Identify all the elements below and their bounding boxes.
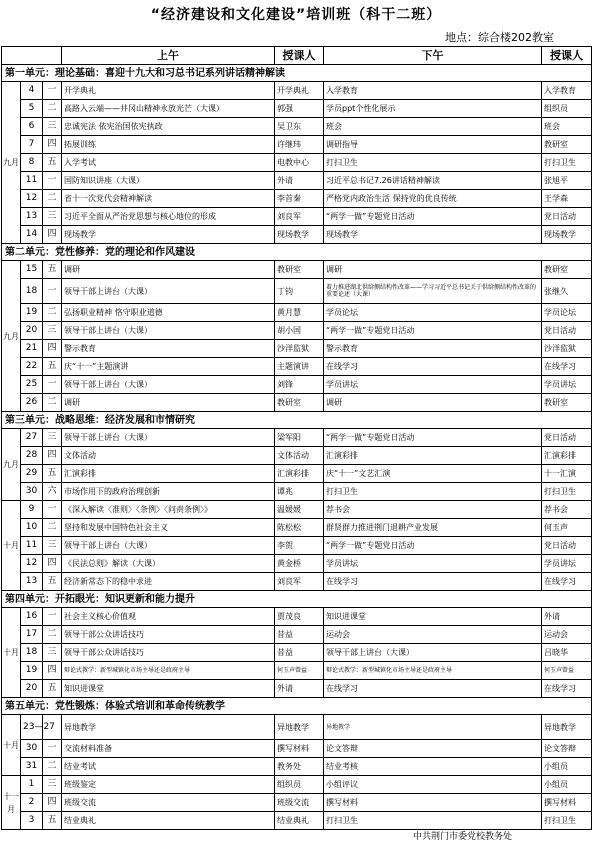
morning-topic: 拓展训练 (62, 136, 275, 154)
table-row (2, 794, 592, 812)
date-cell: 28 (21, 447, 43, 465)
table-row (2, 608, 592, 626)
weekday-cell: 一 (43, 740, 62, 758)
header-blank-cell (2, 47, 62, 65)
table-row (2, 740, 592, 758)
afternoon-lecturer: 撰写材料 (542, 794, 592, 812)
table-row (2, 644, 592, 662)
morning-topic: 结业考试 (62, 758, 275, 776)
morning-topic: 领导干部公众讲话技巧 (62, 644, 275, 662)
afternoon-lecturer: 教研室 (542, 394, 592, 412)
weekday-cell: 五 (43, 154, 62, 172)
morning-topic: 《深入解读〈准则〉〈条例〉〈问责条例〉》 (62, 501, 275, 519)
morning-topic: 领导干部公众讲话技巧 (62, 626, 275, 644)
afternoon-topic: 学员讲坛 (324, 555, 542, 573)
afternoon-topic: 学员讲坛 (324, 376, 542, 394)
weekday-cell: 一 (43, 608, 62, 626)
morning-lecturer: 外请 (275, 680, 324, 698)
table-row (2, 172, 592, 190)
table-row (2, 662, 592, 680)
morning-lecturer: 撰写材料 (275, 740, 324, 758)
afternoon-topic: 班会 (324, 118, 542, 136)
afternoon-topic: 调研 (324, 261, 542, 279)
morning-topic: 异地教学 (62, 715, 275, 740)
afternoon-topic: 庆“十一”文艺汇演 (324, 465, 542, 483)
afternoon-lecturer: 吕晓华 (542, 644, 592, 662)
weekday-cell: 三 (43, 208, 62, 226)
morning-lecturer: 教务处 (275, 758, 324, 776)
afternoon-topic: 入学教育 (324, 82, 542, 100)
morning-lecturer: 开学典礼 (275, 82, 324, 100)
date-cell: 12 (21, 555, 43, 573)
morning-topic: 调研 (62, 394, 275, 412)
date-cell: 5 (21, 100, 43, 118)
morning-topic: 现场教学 (62, 226, 275, 244)
afternoon-lecturer: 打扫卫生 (542, 812, 592, 830)
weekday-cell: 二 (43, 100, 62, 118)
header-pm-lecturer: 授课人 (542, 47, 592, 65)
table-row (2, 537, 592, 555)
afternoon-lecturer: 教研室 (542, 136, 592, 154)
table-row (2, 680, 592, 698)
table-row (2, 340, 592, 358)
table-row (2, 82, 592, 100)
afternoon-lecturer: 现场教学 (542, 226, 592, 244)
table-row (2, 322, 592, 340)
date-cell: 12 (21, 190, 43, 208)
morning-topic: 庆“十一”主题演讲 (62, 358, 275, 376)
afternoon-lecturer: 教研室 (542, 261, 592, 279)
morning-lecturer: 许继玮 (275, 136, 324, 154)
morning-lecturer: 贾茂良 (275, 608, 324, 626)
afternoon-topic: 严格党内政治生活 保持党的优良传统 (324, 190, 542, 208)
table-row (2, 100, 592, 118)
afternoon-lecturer: 论文答辩 (542, 740, 592, 758)
month-cell: 九月 (2, 82, 21, 244)
morning-topic: 调研 (62, 261, 275, 279)
weekday-cell: 二 (43, 626, 62, 644)
date-cell: 27 (21, 429, 43, 447)
afternoon-lecturer: 小组员 (542, 776, 592, 794)
weekday-cell: 五 (43, 812, 62, 830)
morning-lecturer: 教研室 (275, 261, 324, 279)
afternoon-topic: 调研指导 (324, 136, 542, 154)
date-cell: 23—27 (21, 715, 43, 740)
afternoon-lecturer: 党日活动 (542, 322, 592, 340)
table-row (2, 136, 592, 154)
table-row (2, 447, 592, 465)
date-cell: 18 (21, 279, 43, 304)
morning-lecturer: 电教中心 (275, 154, 324, 172)
date-cell: 30 (21, 740, 43, 758)
month-cell: 十一月 (2, 776, 21, 830)
unit-title: 第二单元：党性修养：党的理论和作风建设 (2, 244, 592, 261)
morning-topic: 辩论式教学：新型城镇化市场主导还是政府主导 (62, 662, 275, 680)
unit-title: 第一单元：理论基础：喜迎十九大和习总书记系列讲话精神解读 (2, 65, 592, 82)
morning-lecturer: 异地教学 (275, 715, 324, 740)
afternoon-topic: 撰写材料 (324, 794, 542, 812)
afternoon-lecturer: 打扫卫生 (542, 154, 592, 172)
table-row (2, 776, 592, 794)
schedule-body (2, 47, 592, 830)
weekday-cell: 一 (43, 376, 62, 394)
morning-lecturer: 郭强 (275, 100, 324, 118)
afternoon-lecturer: 张继久 (542, 279, 592, 304)
date-cell: 20 (21, 680, 43, 698)
date-cell: 29 (21, 465, 43, 483)
weekday-cell: 三 (43, 537, 62, 555)
table-row (2, 573, 592, 591)
unit-title: 第四单元：开拓眼光：知识更新和能力提升 (2, 591, 592, 608)
table-row (2, 429, 592, 447)
date-cell: 11 (21, 172, 43, 190)
header-row (2, 47, 592, 65)
morning-lecturer: 温媛媛 (275, 501, 324, 519)
date-cell: 22 (21, 358, 43, 376)
morning-lecturer: 外请 (275, 172, 324, 190)
afternoon-lecturer: 入学教育 (542, 82, 592, 100)
date-cell: 19 (21, 304, 43, 322)
unit-header-row (2, 244, 592, 261)
date-cell: 6 (21, 118, 43, 136)
afternoon-topic: 领导干部上讲台（大课） (324, 644, 542, 662)
afternoon-lecturer: 在线学习 (542, 573, 592, 591)
afternoon-lecturer: 十一汇演 (542, 465, 592, 483)
afternoon-topic: 结业考核 (324, 758, 542, 776)
morning-topic: 结业典礼 (62, 812, 275, 830)
afternoon-lecturer: 汇演彩排 (542, 447, 592, 465)
date-cell: 9 (21, 501, 43, 519)
morning-topic: 开学典礼 (62, 82, 275, 100)
afternoon-lecturer: 外请 (542, 608, 592, 626)
afternoon-topic: 异地教学 (324, 715, 542, 740)
date-cell: 1 (21, 776, 43, 794)
afternoon-topic: 在线学习 (324, 680, 542, 698)
month-cell: 十月 (2, 608, 21, 698)
date-cell: 10 (21, 519, 43, 537)
table-row (2, 394, 592, 412)
afternoon-lecturer: 王学森 (542, 190, 592, 208)
date-cell: 7 (21, 136, 43, 154)
morning-topic: 文体活动 (62, 447, 275, 465)
afternoon-topic: 警示教育 (324, 340, 542, 358)
table-row (2, 279, 592, 304)
month-cell: 九月 (2, 261, 21, 412)
unit-header-row (2, 698, 592, 715)
morning-lecturer: 何玉声曾益 (275, 662, 324, 680)
morning-lecturer: 梁军阳 (275, 429, 324, 447)
morning-lecturer: 刘锋 (275, 376, 324, 394)
weekday-cell: 二 (43, 304, 62, 322)
weekday-cell: 一 (43, 172, 62, 190)
morning-lecturer: 李首秦 (275, 190, 324, 208)
unit-header-row (2, 591, 592, 608)
morning-lecturer: 昔益 (275, 626, 324, 644)
date-cell: 13 (21, 208, 43, 226)
morning-topic: 领导干部上讲台（大课） (62, 279, 275, 304)
weekday-cell: 四 (43, 447, 62, 465)
afternoon-topic: 着力推进湖北供给侧结构性改革——学习习近平总书记关于供给侧结构性改革的重要论述（大课） (324, 279, 542, 304)
afternoon-topic: 论文答辩 (324, 740, 542, 758)
afternoon-topic: 小组评议 (324, 776, 542, 794)
unit-header-row (2, 65, 592, 82)
table-row (2, 376, 592, 394)
afternoon-lecturer: 小组员 (542, 758, 592, 776)
afternoon-topic: 荐书会 (324, 501, 542, 519)
unit-title: 第五单元：党性锻炼：体验式培训和革命传统教学 (2, 698, 592, 715)
morning-lecturer: 现场教学 (275, 226, 324, 244)
morning-topic: 国防知识讲座（大课） (62, 172, 275, 190)
table-row (2, 358, 592, 376)
morning-lecturer: 吴卫东 (275, 118, 324, 136)
weekday-cell: 三 (43, 776, 62, 794)
morning-lecturer: 班级交流 (275, 794, 324, 812)
afternoon-lecturer: 在线学习 (542, 358, 592, 376)
morning-lecturer: 主题演讲 (275, 358, 324, 376)
weekday-cell: 一 (43, 501, 62, 519)
table-row (2, 501, 592, 519)
afternoon-topic: “两学一做”专题党日活动 (324, 208, 542, 226)
weekday-cell: 一 (43, 279, 62, 304)
date-cell: 20 (21, 322, 43, 340)
month-cell: 十月 (2, 715, 21, 776)
afternoon-topic: 运动会 (324, 626, 542, 644)
header-afternoon: 下午 (324, 47, 542, 65)
morning-topic: 领导干部上讲台（大课） (62, 429, 275, 447)
morning-topic: 领导干部上讲台（大课） (62, 376, 275, 394)
date-cell: 11 (21, 537, 43, 555)
afternoon-lecturer: 党日活动 (542, 208, 592, 226)
afternoon-lecturer: 沙洋监狱 (542, 340, 592, 358)
afternoon-topic: 学员ppt个性化展示 (324, 100, 542, 118)
morning-lecturer: 昔益 (275, 644, 324, 662)
afternoon-topic: 习近平总书记7.26讲话精神解读 (324, 172, 542, 190)
date-cell: 16 (21, 608, 43, 626)
afternoon-lecturer: 学员论坛 (542, 304, 592, 322)
table-row (2, 118, 592, 136)
afternoon-lecturer: 组织员 (542, 100, 592, 118)
date-cell: 8 (21, 154, 43, 172)
afternoon-topic: 汇演彩排 (324, 447, 542, 465)
weekday-cell: 三 (43, 322, 62, 340)
morning-topic: 社会主义核心价值观 (62, 608, 275, 626)
weekday-cell: 四 (43, 662, 62, 680)
footer-org: 中共荆门市委党校教务处 (412, 832, 512, 842)
table-row (2, 812, 592, 830)
afternoon-topic: 现场教学 (324, 226, 542, 244)
table-row (2, 626, 592, 644)
afternoon-lecturer: 打扫卫生 (542, 483, 592, 501)
morning-topic: 弘扬职业精神 恪守职业道德 (62, 304, 275, 322)
weekday-cell: 三 (43, 644, 62, 662)
date-cell: 15 (21, 261, 43, 279)
weekday-cell: 二 (43, 758, 62, 776)
morning-topic: 经济新常态下的稳中求进 (62, 573, 275, 591)
morning-lecturer: 谭兆 (275, 483, 324, 501)
afternoon-lecturer: 何玉声曾益 (542, 662, 592, 680)
header-am-lecturer: 授课人 (275, 47, 324, 65)
weekday-cell: 六 (43, 483, 62, 501)
morning-topic: 汇演彩排 (62, 465, 275, 483)
morning-lecturer: 组织员 (275, 776, 324, 794)
month-cell: 九月 (2, 429, 21, 501)
morning-topic: 班级交流 (62, 794, 275, 812)
morning-lecturer: 陈松松 (275, 519, 324, 537)
afternoon-lecturer: 班会 (542, 118, 592, 136)
table-row (2, 226, 592, 244)
afternoon-lecturer: 运动会 (542, 626, 592, 644)
weekday-cell: 一 (43, 82, 62, 100)
location-label: 地点：综合楼202教室 (445, 31, 554, 44)
morning-lecturer: 汇演彩排 (275, 465, 324, 483)
schedule-table (1, 46, 592, 830)
header-morning: 上午 (62, 47, 275, 65)
table-row (2, 483, 592, 501)
morning-topic: 领导干部上讲台（大课） (62, 537, 275, 555)
date-cell: 31 (21, 758, 43, 776)
afternoon-lecturer: 在线学习 (542, 680, 592, 698)
date-cell: 2 (21, 794, 43, 812)
page-title: “经济建设和文化建设”培训班（科干二班） (150, 7, 442, 23)
date-cell: 3 (21, 812, 43, 830)
table-row (2, 715, 592, 740)
afternoon-lecturer: 何玉声 (542, 519, 592, 537)
afternoon-lecturer: 异地教学 (542, 715, 592, 740)
morning-topic: 警示教育 (62, 340, 275, 358)
afternoon-lecturer: 张旭平 (542, 172, 592, 190)
morning-topic: 省十一次党代会精神解读 (62, 190, 275, 208)
morning-lecturer: 教研室 (275, 394, 324, 412)
table-row (2, 519, 592, 537)
date-cell: 17 (21, 626, 43, 644)
morning-topic: 知识进课堂 (62, 680, 275, 698)
weekday-cell: 三 (43, 429, 62, 447)
morning-topic: 《民法总则》解读（大课） (62, 555, 275, 573)
date-cell: 26 (21, 394, 43, 412)
weekday-cell: 五 (43, 358, 62, 376)
afternoon-topic: 知识进课堂 (324, 608, 542, 626)
morning-topic: 市场作用下的政府治理创新 (62, 483, 275, 501)
weekday-cell: 四 (43, 340, 62, 358)
table-row (2, 465, 592, 483)
month-cell: 十月 (2, 501, 21, 591)
afternoon-topic: 在线学习 (324, 358, 542, 376)
table-row (2, 555, 592, 573)
date-cell: 18 (21, 644, 43, 662)
weekday-cell: 五 (43, 465, 62, 483)
morning-topic: 忠诚宪法 依宪治国依宪执政 (62, 118, 275, 136)
afternoon-topic: “两学一做”专题党日活动 (324, 429, 542, 447)
morning-topic: 坚持和发展中国特色社会主义 (62, 519, 275, 537)
afternoon-topic: 学员论坛 (324, 304, 542, 322)
afternoon-topic: 辩论式教学：新型城镇化市场主导还是政府主导 (324, 662, 542, 680)
date-cell: 14 (21, 226, 43, 244)
weekday-cell: 四 (43, 136, 62, 154)
afternoon-lecturer: 党日活动 (542, 429, 592, 447)
morning-lecturer: 沙洋监狱 (275, 340, 324, 358)
morning-topic: 习近平全面从严治党思想与核心地位的形成 (62, 208, 275, 226)
morning-lecturer: 丁钧 (275, 279, 324, 304)
afternoon-topic: 打扫卫生 (324, 154, 542, 172)
weekday-cell: 五 (43, 680, 62, 698)
date-cell: 30 (21, 483, 43, 501)
morning-lecturer: 胡小国 (275, 322, 324, 340)
weekday-cell: 四 (43, 555, 62, 573)
morning-topic: 领导干部上讲台（大课） (62, 322, 275, 340)
afternoon-topic: 群贤群力推进荆门退耕产业发展 (324, 519, 542, 537)
table-row (2, 261, 592, 279)
morning-lecturer: 刘良军 (275, 208, 324, 226)
afternoon-lecturer: 荐书会 (542, 501, 592, 519)
table-row (2, 154, 592, 172)
morning-lecturer: 结业典礼 (275, 812, 324, 830)
afternoon-topic: 打扫卫生 (324, 483, 542, 501)
table-row (2, 208, 592, 226)
morning-topic: 入学考试 (62, 154, 275, 172)
date-cell: 21 (21, 340, 43, 358)
afternoon-topic: 在线学习 (324, 573, 542, 591)
morning-lecturer: 李贺 (275, 537, 324, 555)
unit-header-row (2, 412, 592, 429)
morning-topic: 交流材料准备 (62, 740, 275, 758)
weekday-cell: 二 (43, 394, 62, 412)
unit-title: 第三单元：战略思维：经济发展和市情研究 (2, 412, 592, 429)
date-cell: 13 (21, 573, 43, 591)
morning-lecturer: 文体活动 (275, 447, 324, 465)
afternoon-lecturer: 学员讲坛 (542, 376, 592, 394)
date-cell: 4 (21, 82, 43, 100)
table-row (2, 758, 592, 776)
date-cell: 25 (21, 376, 43, 394)
morning-lecturer: 黄金桥 (275, 555, 324, 573)
weekday-cell: 四 (43, 226, 62, 244)
weekday-cell: 五 (43, 261, 62, 279)
afternoon-lecturer: 学员讲坛 (542, 555, 592, 573)
afternoon-topic: 调研 (324, 394, 542, 412)
weekday-cell: 三 (43, 118, 62, 136)
morning-lecturer: 刘良军 (275, 573, 324, 591)
afternoon-topic: “两学一做”专题党日活动 (324, 322, 542, 340)
table-row (2, 190, 592, 208)
afternoon-topic: “两学一做”专题党日活动 (324, 537, 542, 555)
afternoon-lecturer: 党日活动 (542, 537, 592, 555)
morning-topic: 高路入云端——井冈山精神永放光芒（大课） (62, 100, 275, 118)
weekday-cell: 五 (43, 573, 62, 591)
weekday-cell: 二 (43, 190, 62, 208)
afternoon-topic: 打扫卫生 (324, 812, 542, 830)
table-row (2, 304, 592, 322)
date-cell: 19 (21, 662, 43, 680)
weekday-cell: 四 (43, 794, 62, 812)
morning-topic: 班级鉴定 (62, 776, 275, 794)
weekday-cell: 二 (43, 519, 62, 537)
morning-lecturer: 黄月慧 (275, 304, 324, 322)
